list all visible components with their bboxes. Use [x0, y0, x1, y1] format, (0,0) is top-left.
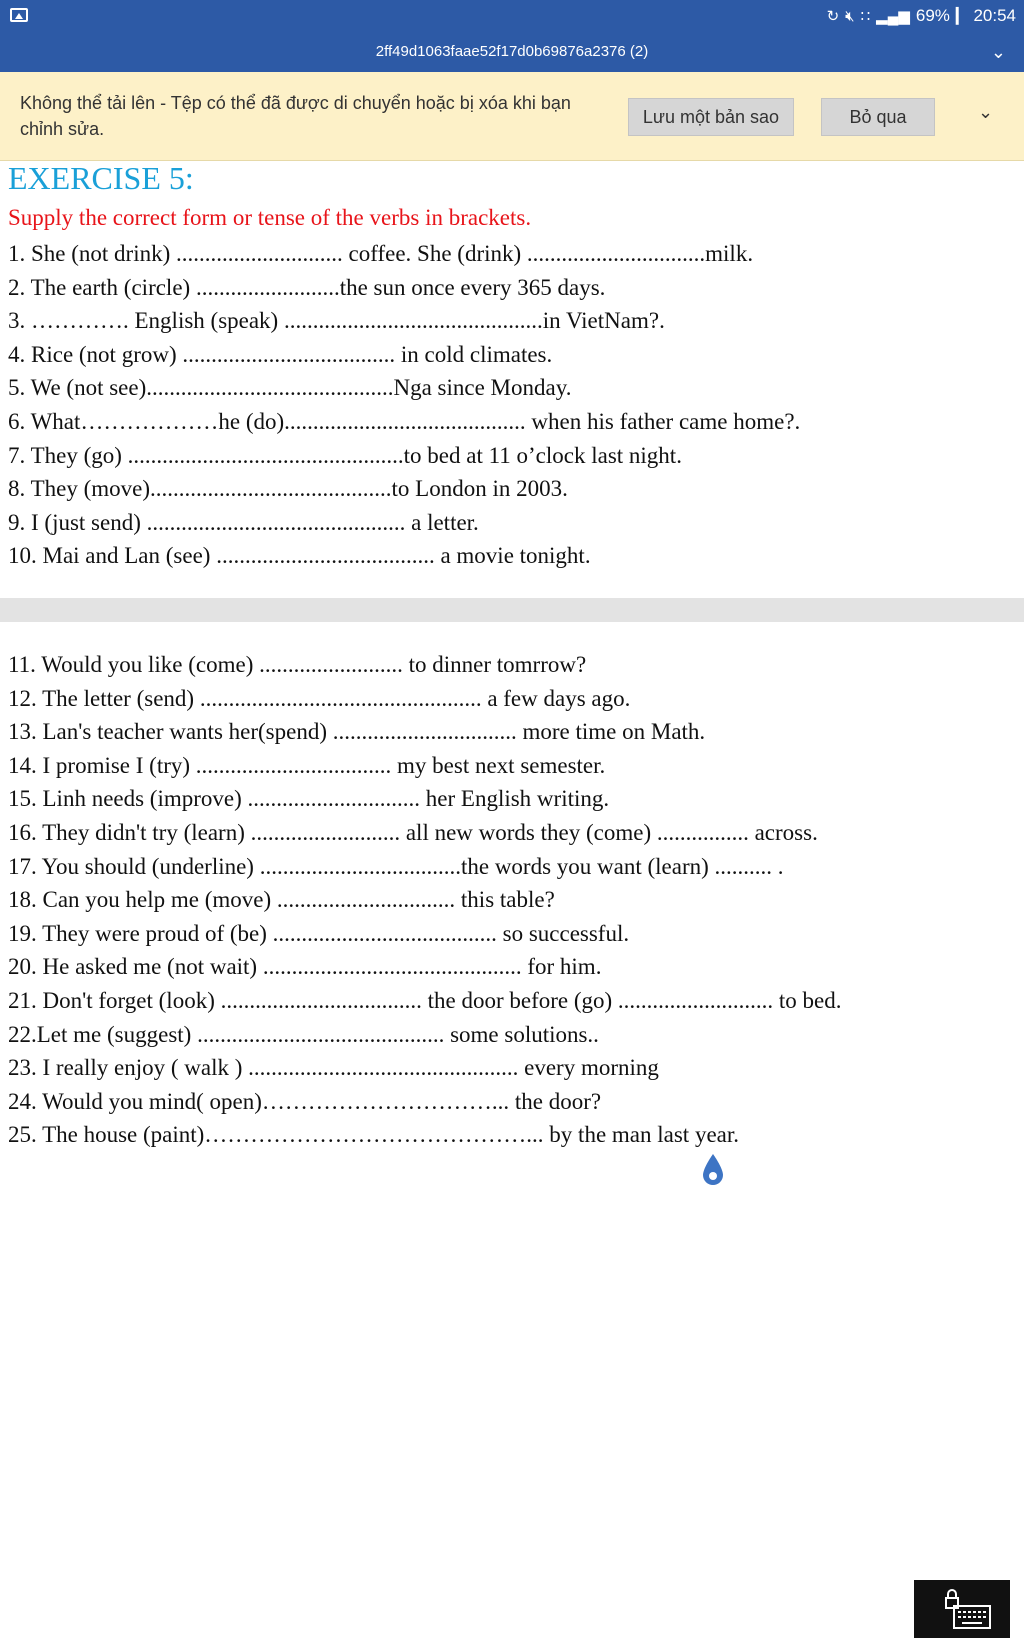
list-item: 11. Would you like (come) ......................... to dinner tomrrow?	[8, 652, 587, 677]
battery-percent: 69%	[915, 6, 950, 25]
list-item: 2. The earth (circle) .........................the sun once every 365 days.	[8, 274, 606, 300]
list-item: 23. I really enjoy ( walk ) ............................................... every morning	[8, 1055, 659, 1081]
banner-message: Không thể tải lên - Tệp có thể đã được di chuyển hoặc bị xóa khi bạn chỉnh sửa.	[20, 93, 571, 139]
exercise-heading: EXERCISE 5:	[8, 160, 194, 196]
keyboard-toggle-button[interactable]	[914, 1580, 1010, 1638]
list-item: 18. Can you help me (move) ............................... this table?	[8, 887, 555, 913]
exercise-list-page2	[8, 648, 842, 1152]
exercise-list-page1	[8, 237, 800, 573]
list-item: 22.Let me (suggest) ........................................... some solutions..	[8, 1021, 599, 1047]
clock: 20:54	[973, 6, 1016, 25]
list-item: 1. She (not drink) ............................. coffee. She (drink) ...............................milk.	[8, 241, 754, 266]
exercise-instruction: Supply the correct form or tense of the verbs in brackets.	[8, 205, 532, 230]
chevron-down-icon[interactable]: ⌄	[978, 102, 994, 122]
list-item: 6. What………………he (do).......................................... when his father came home?.	[8, 408, 801, 434]
list-item: 7. They (go) ................................................to bed at 11 o’clock last night.	[8, 442, 682, 468]
list-item: 25. The house (paint)……………………………………... by the man last year.	[8, 1122, 740, 1148]
image-icon	[10, 8, 28, 22]
list-item: 12. The letter (send) ................................................. a few days ago.	[8, 685, 631, 711]
list-item: 21. Don't forget (look) ................................... the door before (go) ........................... to bed.	[8, 987, 842, 1013]
list-item: 5. We (not see)...........................................Nga since Monday.	[8, 375, 572, 401]
upload-error-banner	[0, 72, 1024, 161]
cursor-handle-icon[interactable]	[701, 1152, 725, 1188]
list-item: 4. Rice (not grow) ..................................... in cold climates.	[8, 341, 553, 367]
list-item: 15. Linh needs (improve) .............................. her English writing.	[8, 786, 610, 812]
dismiss-button[interactable]: Bỏ qua	[821, 98, 935, 136]
document-title-bar[interactable]	[0, 34, 1024, 72]
signal-icon: ▂▄▆	[876, 8, 910, 25]
chevron-down-icon[interactable]: ⌄	[990, 42, 1006, 62]
page-break	[0, 598, 1024, 622]
wifi-icon: ∷	[860, 8, 871, 25]
status-icons	[827, 6, 1016, 26]
list-item: 10. Mai and Lan (see) ...................................... a movie tonight.	[8, 543, 591, 569]
battery-icon: ▎	[955, 8, 968, 25]
keyboard-icon	[914, 1580, 1010, 1638]
list-item: 19. They were proud of (be) ....................................... so successful.	[8, 920, 630, 946]
list-item: 8. They (move)..........................................to London in 2003.	[8, 476, 568, 502]
list-item: 16. They didn't try (learn) .......................... all new words they (come) ................ across.	[8, 819, 818, 845]
save-copy-button[interactable]: Lưu một bản sao	[628, 98, 794, 136]
list-item: 9. I (just send) ............................................. a letter.	[8, 509, 479, 535]
list-item: 14. I promise I (try) .................................. my best next semester.	[8, 752, 606, 778]
sync-icon: ↻	[826, 8, 840, 25]
document-title: 2ff49d1063faae52f17d0b69876a2376 (2)	[375, 43, 649, 60]
list-item: 20. He asked me (not wait) ............................................. for him.	[8, 954, 602, 980]
list-item: 17. You should (underline) ...................................the words you want (learn) .......... .	[8, 853, 784, 879]
list-item: 24. Would you mind( open)…………………………... the door?	[8, 1088, 602, 1114]
mute-icon: 🔇︎	[845, 7, 855, 25]
list-item: 3. …………. English (speak) .............................................in VietNam?.	[8, 308, 665, 334]
list-item: 13. Lan's teacher wants her(spend) ................................ more time on Math.	[8, 719, 706, 745]
status-bar	[0, 0, 1024, 34]
